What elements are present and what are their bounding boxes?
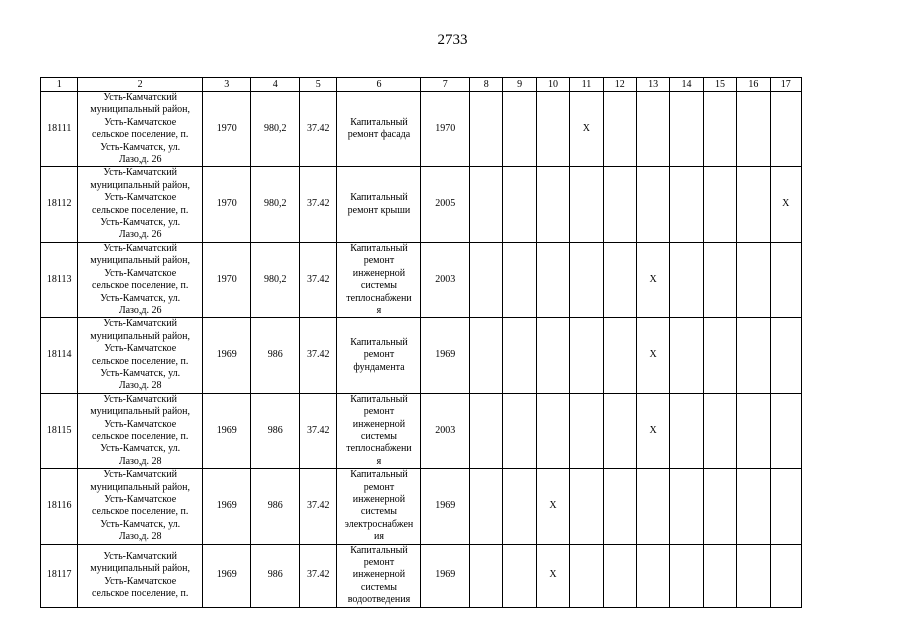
row-mark-16 [737, 167, 770, 242]
row-code: 37.42 [300, 318, 337, 393]
row-mark-15 [703, 318, 736, 393]
row-mark-13: X [636, 393, 669, 468]
row-id: 18113 [41, 242, 78, 317]
column-header: 3 [202, 78, 251, 92]
row-mark-14 [670, 167, 703, 242]
row-year-built: 1969 [202, 469, 251, 544]
row-mark-9 [503, 92, 536, 167]
row-code: 37.42 [300, 469, 337, 544]
row-mark-10 [536, 318, 569, 393]
row-year: 2003 [421, 393, 470, 468]
row-mark-17 [770, 92, 801, 167]
row-work [337, 92, 421, 167]
row-year-built: 1970 [202, 167, 251, 242]
row-year-built: 1969 [202, 393, 251, 468]
row-mark-12 [603, 92, 636, 167]
page-number: 2733 [437, 32, 468, 48]
row-mark-12 [603, 469, 636, 544]
row-mark-10 [536, 167, 569, 242]
row-address [78, 469, 202, 544]
row-mark-9 [503, 393, 536, 468]
row-mark-13 [636, 167, 669, 242]
row-code: 37.42 [300, 92, 337, 167]
address-text: Усть-Камчатский муниципальный район, Усть-Камчатское сельское поселение, п. Усть-Камчатск, ул. Лазо,д. 26 [90, 167, 191, 241]
row-id: 18114 [41, 318, 78, 393]
row-year: 2003 [421, 242, 470, 317]
row-code: 37.42 [300, 544, 337, 607]
row-mark-13 [636, 469, 669, 544]
table-row [41, 92, 802, 167]
row-mark-9 [503, 544, 536, 607]
work-text: Капитальный ремонт инженерной системы электроснабжен ия [344, 469, 414, 543]
row-id: 18117 [41, 544, 78, 607]
column-header: 14 [670, 78, 703, 92]
row-mark-16 [737, 393, 770, 468]
row-mark-12 [603, 167, 636, 242]
row-mark-12 [603, 242, 636, 317]
row-year: 1969 [421, 469, 470, 544]
row-mark-8 [470, 167, 503, 242]
table-header-row [41, 78, 802, 92]
row-mark-17 [770, 544, 801, 607]
table-row [41, 544, 802, 607]
column-header: 5 [300, 78, 337, 92]
row-mark-17 [770, 318, 801, 393]
row-mark-17 [770, 469, 801, 544]
row-mark-15 [703, 469, 736, 544]
row-mark-9 [503, 167, 536, 242]
row-mark-11 [570, 167, 603, 242]
address-text: Усть-Камчатский муниципальный район, Усть-Камчатское сельское поселение, п. Усть-Камчатск, ул. Лазо,д. 28 [90, 393, 191, 467]
address-text: Усть-Камчатский муниципальный район, Усть-Камчатское сельское поселение, п. [90, 550, 191, 600]
row-mark-11 [570, 393, 603, 468]
row-mark-11 [570, 469, 603, 544]
row-mark-10: X [536, 544, 569, 607]
row-mark-11 [570, 544, 603, 607]
row-mark-16 [737, 544, 770, 607]
row-mark-10 [536, 242, 569, 317]
repair-schedule-table [40, 77, 802, 608]
row-mark-10 [536, 92, 569, 167]
row-mark-8 [470, 92, 503, 167]
column-header: 4 [251, 78, 300, 92]
row-mark-14 [670, 92, 703, 167]
column-header: 11 [570, 78, 603, 92]
row-mark-17 [770, 393, 801, 468]
row-address [78, 393, 202, 468]
row-mark-12 [603, 318, 636, 393]
row-mark-11 [570, 318, 603, 393]
row-mark-14 [670, 393, 703, 468]
address-text: Усть-Камчатский муниципальный район, Усть-Камчатское сельское поселение, п. Усть-Камчатск, ул. Лазо,д. 28 [90, 469, 191, 543]
row-mark-10: X [536, 469, 569, 544]
row-address [78, 92, 202, 167]
column-header: 16 [737, 78, 770, 92]
row-mark-17 [770, 242, 801, 317]
work-text: Капитальный ремонт инженерной системы водоотведения [347, 544, 411, 606]
column-header: 6 [337, 78, 421, 92]
column-header: 8 [470, 78, 503, 92]
row-area: 980,2 [251, 92, 300, 167]
row-mark-14 [670, 469, 703, 544]
row-mark-15 [703, 92, 736, 167]
row-mark-14 [670, 242, 703, 317]
column-header: 7 [421, 78, 470, 92]
table-row [41, 393, 802, 468]
row-area: 986 [251, 469, 300, 544]
row-year-built: 1970 [202, 92, 251, 167]
row-mark-8 [470, 318, 503, 393]
row-mark-15 [703, 544, 736, 607]
row-address [78, 242, 202, 317]
row-year: 1969 [421, 318, 470, 393]
row-mark-9 [503, 469, 536, 544]
row-work [337, 242, 421, 317]
row-address [78, 544, 202, 607]
row-mark-16 [737, 469, 770, 544]
row-work [337, 469, 421, 544]
row-mark-14 [670, 544, 703, 607]
row-mark-8 [470, 393, 503, 468]
table-row [41, 242, 802, 317]
row-area: 980,2 [251, 242, 300, 317]
row-mark-12 [603, 544, 636, 607]
row-area: 986 [251, 544, 300, 607]
row-address [78, 167, 202, 242]
row-mark-16 [737, 92, 770, 167]
column-header: 13 [636, 78, 669, 92]
work-text: Капитальный ремонт крыши [347, 192, 411, 216]
work-text: Капитальный ремонт инженерной системы теплоснабжени я [346, 242, 412, 316]
table-row [41, 167, 802, 242]
row-work [337, 318, 421, 393]
row-code: 37.42 [300, 242, 337, 317]
column-header: 1 [41, 78, 78, 92]
row-mark-15 [703, 167, 736, 242]
row-mark-17: X [770, 167, 801, 242]
address-text: Усть-Камчатский муниципальный район, Усть-Камчатское сельское поселение, п. Усть-Камчатск, ул. Лазо,д. 28 [90, 318, 191, 392]
row-year-built: 1969 [202, 318, 251, 393]
row-mark-11: X [570, 92, 603, 167]
table-row [41, 469, 802, 544]
row-id: 18116 [41, 469, 78, 544]
column-header: 9 [503, 78, 536, 92]
column-header: 2 [78, 78, 202, 92]
row-year-built: 1969 [202, 544, 251, 607]
row-id: 18115 [41, 393, 78, 468]
row-mark-9 [503, 242, 536, 317]
row-area: 986 [251, 318, 300, 393]
row-work [337, 167, 421, 242]
column-header: 17 [770, 78, 801, 92]
row-mark-8 [470, 242, 503, 317]
row-work [337, 544, 421, 607]
row-id: 18112 [41, 167, 78, 242]
row-mark-10 [536, 393, 569, 468]
column-header: 12 [603, 78, 636, 92]
row-mark-13 [636, 92, 669, 167]
work-text: Капитальный ремонт фундамента [350, 336, 408, 373]
row-year-built: 1970 [202, 242, 251, 317]
row-mark-9 [503, 318, 536, 393]
row-mark-15 [703, 242, 736, 317]
row-year: 2005 [421, 167, 470, 242]
row-mark-8 [470, 544, 503, 607]
column-header: 15 [703, 78, 736, 92]
row-code: 37.42 [300, 393, 337, 468]
table-row [41, 318, 802, 393]
row-year: 1970 [421, 92, 470, 167]
row-mark-13: X [636, 242, 669, 317]
row-mark-16 [737, 318, 770, 393]
row-mark-14 [670, 318, 703, 393]
row-mark-12 [603, 393, 636, 468]
row-mark-16 [737, 242, 770, 317]
row-mark-13 [636, 544, 669, 607]
row-mark-15 [703, 393, 736, 468]
row-code: 37.42 [300, 167, 337, 242]
row-mark-11 [570, 242, 603, 317]
row-work [337, 393, 421, 468]
address-text: Усть-Камчатский муниципальный район, Усть-Камчатское сельское поселение, п. Усть-Камчатск, ул. Лазо,д. 26 [90, 92, 191, 166]
work-text: Капитальный ремонт инженерной системы теплоснабжени я [346, 393, 412, 467]
column-header: 10 [536, 78, 569, 92]
row-year: 1969 [421, 544, 470, 607]
row-id: 18111 [41, 92, 78, 167]
row-mark-8 [470, 469, 503, 544]
address-text: Усть-Камчатский муниципальный район, Усть-Камчатское сельское поселение, п. Усть-Камчатск, ул. Лазо,д. 26 [90, 242, 191, 316]
work-text: Капитальный ремонт фасада [347, 116, 411, 141]
row-area: 980,2 [251, 167, 300, 242]
row-area: 986 [251, 393, 300, 468]
row-mark-13: X [636, 318, 669, 393]
row-address [78, 318, 202, 393]
